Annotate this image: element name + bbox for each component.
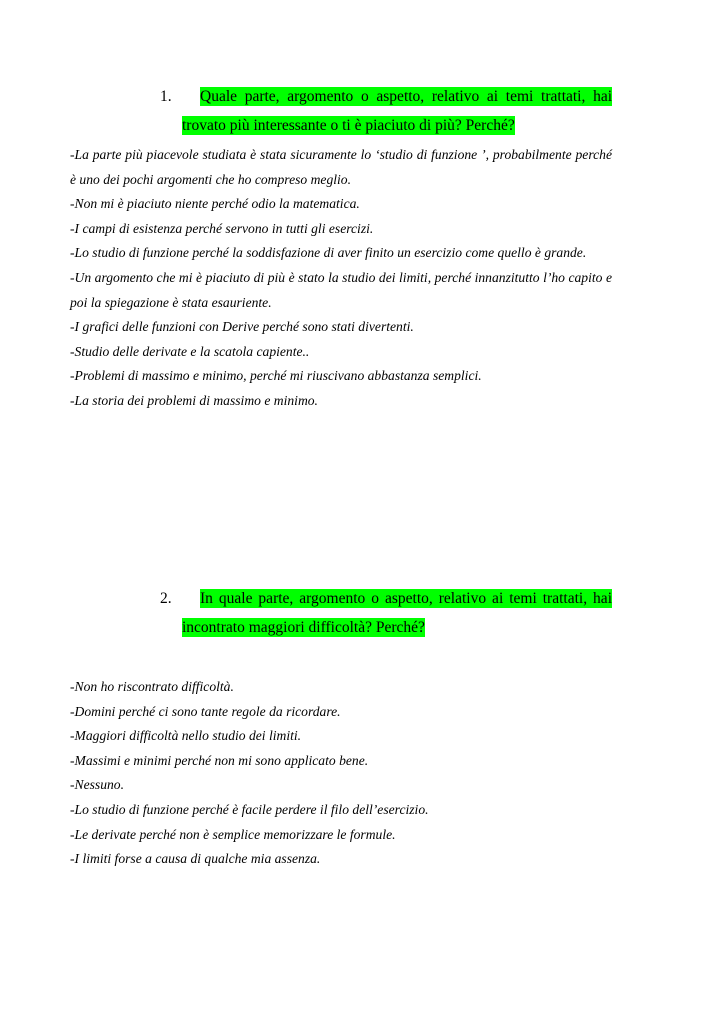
answer-item: -Non mi è piaciuto niente perché odio la matematica. [70,196,360,212]
answer-item: -Maggiori difficoltà nello studio dei limiti. [70,728,302,744]
answer-item: -Problemi di massimo e minimo, perché mi riuscivano abbastanza semplici. [70,368,482,384]
answer-item: -Non ho riscontrato difficoltà. [70,679,234,694]
question-1 [160,82,612,140]
answer-item: -La parte più piacevole studiata è stata sicuramente lo ‘studio di funzione ’, probabilmente perché è uno dei pochi argomenti che ho compreso meglio. [70,147,612,187]
answer-item: -La storia dei problemi di massimo e minimo. [70,392,318,408]
answer-item: -Le derivate perché non è semplice memorizzare le formule. [70,826,396,842]
question-1-number: 1. [160,88,172,105]
question-2-text: In quale parte, argomento o aspetto, relativo ai temi trattati, hai incontrato maggiori difficoltà? Perché? [182,590,612,636]
answers-list-1 [70,143,612,414]
question-2-number: 2. [160,590,172,607]
answer-item: -I grafici delle funzioni con Derive perché sono stati divertenti. [70,319,414,335]
question-2 [160,584,612,642]
answer-item: -I limiti forse a causa di qualche mia assenza. [70,851,321,867]
question-1-text: Quale parte, argomento o aspetto, relativo ai temi trattati, hai trovato più interessante o ti è piaciuto di più? Perché? [182,88,612,134]
answer-item: -Studio delle derivate e la scatola capiente.. [70,343,310,359]
answer-item: -Lo studio di funzione perché la soddisfazione di aver finito un esercizio come quello è grande. [70,245,587,261]
answer-item: -Massimi e minimi perché non mi sono applicato bene. [70,752,369,768]
answer-item: -Un argomento che mi è piaciuto di più è stato la studio dei limiti, perché innanzitutto l’ho capito e poi la spiegazione è stata esauriente. [70,269,612,310]
question-2-text-block [182,584,612,642]
question-1-text-block [182,82,612,140]
answer-item: -I campi di esistenza perché servono in tutti gli esercizi. [70,220,374,236]
answers-list-2 [70,675,612,872]
answer-item: -Lo studio di funzione perché è facile perdere il filo dell’esercizio. [70,801,429,817]
answer-item: -Nessuno. [70,777,124,793]
answer-item: -Domini perché ci sono tante regole da ricordare. [70,703,341,719]
